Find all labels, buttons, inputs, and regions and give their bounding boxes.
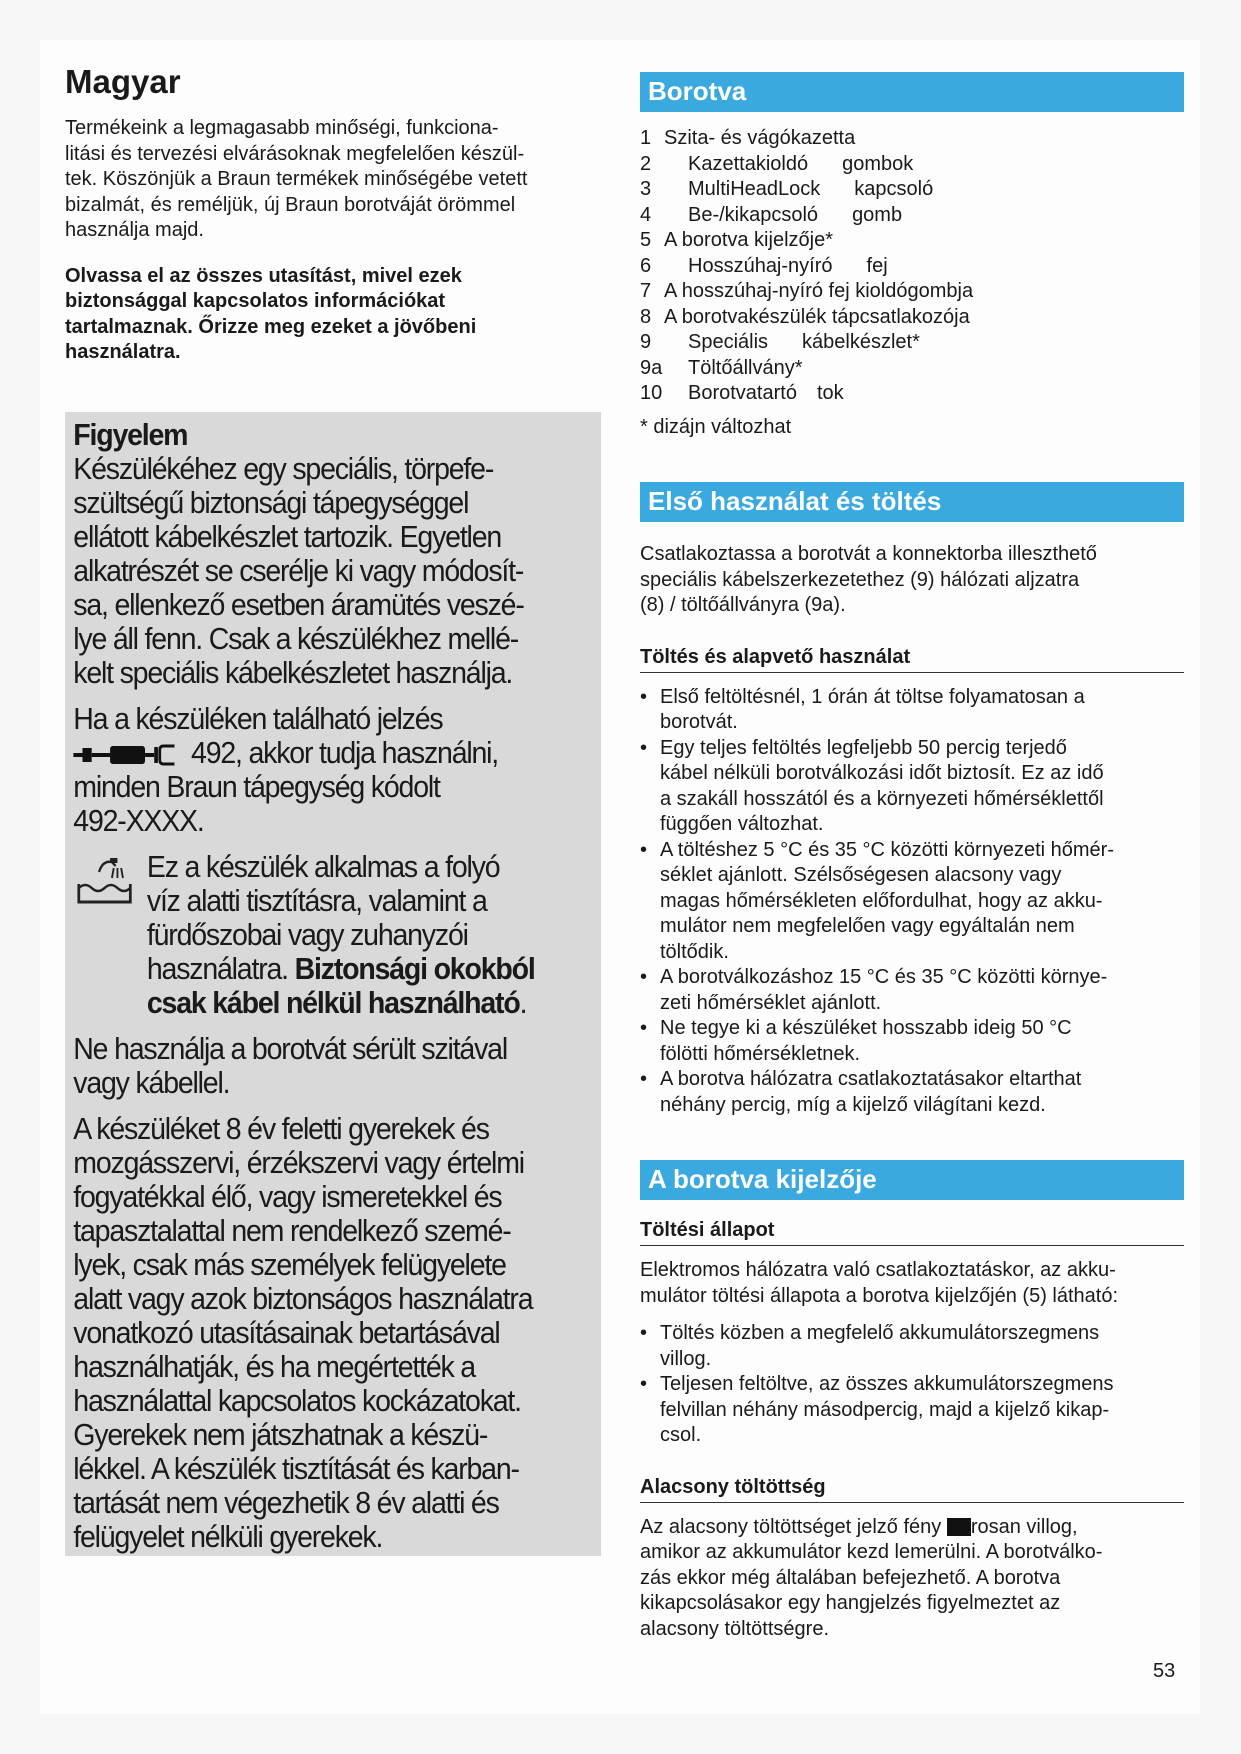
list-item: [640, 330, 1184, 356]
bullet-line: a szakáll hosszától és a környezeti hőmérséklettől: [660, 787, 1104, 810]
warning-line: víz alatti tisztításra, valamint a: [146, 883, 487, 918]
list-item: [640, 381, 1184, 407]
part-number: 1: [640, 127, 652, 149]
part-name: Hosszúhaj-nyíró: [688, 254, 833, 277]
low-battery-indicator-icon: [947, 1518, 971, 1536]
paragraph-line: Az alacsony töltöttséget jelző fény: [640, 1515, 947, 1538]
list-item: [640, 1016, 1184, 1067]
paragraph-line: zás ekkor még általában befejezhető. A borotva: [640, 1566, 1061, 1589]
list-item: [640, 965, 1184, 1016]
intro-line: Termékeink a legmagasabb minőségi, funkciona-: [65, 117, 499, 139]
section-heading-shaver: Borotva: [640, 72, 1184, 112]
paragraph-line: rosan villog,: [970, 1515, 1078, 1538]
warning-line: lékkel. A készülék tisztítását és karban-: [73, 1451, 519, 1486]
part-name: kábelkészlet*: [802, 331, 920, 353]
warning-line: Ne használja a borotvát sérült szitával: [73, 1031, 507, 1066]
paragraph-line: Elektromos hálózatra való csatlakoztatáskor, az akku-: [640, 1259, 1116, 1281]
part-name: tok: [816, 382, 844, 404]
bullet-line: mulátor nem megfelelően vagy egyáltalán nem: [660, 915, 1075, 937]
list-item: [640, 279, 1184, 305]
design-note: * dizájn változhat: [640, 415, 792, 438]
warning-line: alkatrészét se cserélje ki vagy módosít-: [73, 553, 524, 588]
warning-line: használattal kapcsolatos kockázatokat.: [73, 1383, 521, 1418]
connection-paragraph: [640, 542, 1184, 619]
page-number: 53: [1153, 1660, 1176, 1682]
part-name: gombok: [842, 152, 914, 175]
part-name: MultiHeadLock: [688, 178, 821, 200]
subheading-charge-status: Töltési állapot: [640, 1218, 1184, 1246]
subheading-low-charge: Alacsony töltöttség: [640, 1475, 1184, 1503]
part-name: A hosszúhaj-nyíró fej kioldógombja: [664, 280, 974, 302]
charging-bullets: [640, 685, 1184, 1119]
bullet-line: borotvát.: [660, 711, 738, 733]
bullet-line: felvillan néhány másodpercig, majd a kijelző kikap-: [660, 1398, 1110, 1421]
warning-line: felügyelet nélküli gyerekek.: [73, 1519, 383, 1554]
part-number: 4: [640, 203, 652, 226]
paragraph-line: mulátor töltési állapota a borotva kijelzőjén (5) látható:: [640, 1284, 1119, 1307]
warning-line: Ha a készüléken található jelzés: [73, 701, 443, 736]
water-washable-icon: [73, 854, 141, 910]
bullet-line: villog.: [660, 1347, 712, 1370]
list-item: [640, 838, 1184, 966]
part-name: A borotva kijelzője*: [664, 229, 833, 251]
intro-paragraph: [65, 116, 605, 244]
part-name: Kazettakioldó: [688, 152, 809, 175]
part-name: Szita- és vágókazetta: [664, 127, 856, 149]
list-item: [640, 152, 1184, 178]
warning-line: fogyatékkal élő, vagy ismeretekkel és: [73, 1179, 502, 1214]
list-item: [640, 736, 1184, 838]
part-name: A borotvakészülék tápcsatlakozója: [664, 305, 970, 328]
part-name: Töltőállvány*: [688, 356, 803, 379]
section-heading-first-use: Első használat és töltés: [640, 482, 1184, 522]
list-item: [640, 126, 1184, 152]
bullet-line: • Ne tegye ki a készüléket hosszabb ideig 50 °C: [660, 1017, 1072, 1039]
part-name: gomb: [852, 203, 903, 226]
warning-line: 492, akkor tudja használni,: [191, 735, 499, 770]
language-title: Magyar: [65, 63, 181, 100]
bullet-line: függően változhat.: [660, 813, 824, 835]
bullet-line: • Teljesen feltöltve, az összes akkumulátorszegmens: [660, 1373, 1114, 1395]
paragraph-line: kikapcsolásakor egy hangjelzés figyelmeztet az: [640, 1592, 1061, 1614]
warning-line: Gyerekek nem játszhatnak a készü-: [73, 1417, 488, 1452]
list-item: [640, 1372, 1184, 1449]
bullet-line: zeti hőmérséklet ajánlott.: [660, 991, 882, 1014]
list-item: [640, 228, 1184, 254]
part-number: 6: [640, 254, 652, 277]
warning-line: tartását nem végezhetik 8 év alatti és: [73, 1485, 499, 1520]
bullet-line: kábel nélküli borotválkozási időt biztosít. Ez az idő: [660, 762, 1104, 784]
warning-line: ellátott kábelkészlet tartozik. Egyetlen: [73, 519, 502, 554]
warning-line: Ez a készülék alkalmas a folyó: [146, 849, 500, 884]
warning-line: alatt vagy azok biztonságos használatra: [73, 1281, 533, 1316]
bullet-line: magas hőmérsékleten előfordulhat, hogy az akku-: [660, 889, 1103, 912]
warning-line: vonatkozó utasításainak betartásával: [73, 1315, 500, 1350]
subheading-charging: Töltés és alapvető használat: [640, 645, 1184, 673]
charge-status-bullets: [640, 1321, 1184, 1449]
read-instructions-notice: [65, 264, 605, 366]
paragraph-line: speciális kábelszerkezetethez (9) hálózati aljzatra: [640, 568, 1080, 591]
warning-line: használhatják, és ha megértették a: [73, 1349, 475, 1384]
bullet-line: csol.: [660, 1424, 702, 1446]
right-column: [640, 72, 1184, 1642]
parts-list: [640, 126, 1184, 407]
intro-line: bizalmát, és reméljük, új Braun borotváját örömmel: [65, 193, 516, 216]
list-item: [640, 177, 1184, 203]
intro-line: litási és tervezési elvárásoknak megfelelően készül-: [65, 142, 525, 165]
warning-line: Készülékéhez egy speciális, törpefe-: [73, 451, 494, 486]
warning-line: fürdőszobai vagy zuhanyzói: [146, 917, 468, 952]
part-number: 2: [640, 152, 652, 175]
bullet-line: néhány percig, míg a kijelző világítani kezd.: [660, 1093, 1046, 1116]
low-charge-paragraph: [640, 1515, 1184, 1643]
part-number: 7: [640, 280, 652, 302]
notice-line: Olvassa el az összes utasítást, mivel ezek: [65, 264, 462, 287]
part-number: 9a: [640, 356, 663, 379]
power-plug-icon: [73, 742, 182, 768]
list-item: [640, 1321, 1184, 1372]
notice-line: használatra.: [65, 341, 181, 363]
paragraph-line: amikor az akkumulátor kezd lemerülni. A borotválko-: [640, 1541, 1103, 1563]
bullet-line: • Első feltöltésnél, 1 órán át töltse folyamatosan a: [660, 685, 1085, 708]
part-number: 5: [640, 229, 652, 251]
warning-line: kelt speciális kábelkészletet használja.: [73, 655, 513, 690]
warning-line: lyek, csak más személyek felügyelete: [73, 1247, 506, 1282]
warning-line: szültségű biztonsági tápegységgel: [73, 485, 469, 520]
bullet-line: töltődik.: [660, 940, 729, 963]
warning-box: [65, 412, 601, 1556]
notice-line: tartalmaznak. Őrizze meg ezeket a jövőbeni: [65, 315, 477, 338]
bullet-line: • Egy teljes feltöltés legfeljebb 50 percig terjedő: [660, 736, 1067, 759]
warning-line: lye áll fenn. Csak a készülékhez mellé-: [73, 621, 519, 656]
warning-line: minden Braun tápegység kódolt: [73, 769, 440, 804]
paragraph-line: (8) / töltőállványra (9a).: [640, 594, 846, 616]
warning-bold-text: Biztonsági okokból: [294, 951, 535, 986]
warning-line: 492-XXXX.: [73, 803, 204, 838]
paragraph-line: Csatlakoztassa a borotvát a konnektorba illeszthető: [640, 543, 1097, 565]
charge-status-paragraph: [640, 1258, 1184, 1309]
warning-line: mozgásszervi, érzékszervi vagy értelmi: [73, 1145, 524, 1180]
warning-title: Figyelem: [73, 417, 188, 452]
warning-bold-text: csak kábel nélkül használható: [146, 985, 520, 1020]
intro-line: tek. Köszönjük a Braun termékek minőségébe vetett: [65, 168, 528, 190]
section-heading-display: A borotva kijelzője: [640, 1160, 1184, 1200]
list-item: [640, 1067, 1184, 1118]
bullet-line: fölötti hőmérsékletnek.: [660, 1042, 861, 1065]
list-item: [640, 685, 1184, 736]
part-number: 10: [640, 382, 663, 404]
list-item: [640, 254, 1184, 280]
part-name: Borotvatartó: [688, 382, 797, 404]
notice-line: biztonsággal kapcsolatos információkat: [65, 290, 446, 312]
part-number: 8: [640, 305, 652, 328]
warning-line: sa, ellenkező esetben áramütés veszé-: [73, 587, 524, 622]
warning-line: használatra.: [146, 951, 295, 986]
part-name: fej: [866, 254, 888, 277]
paragraph-line: alacsony töltöttségre.: [640, 1617, 829, 1640]
warning-line: vagy kábellel.: [73, 1065, 230, 1100]
part-number: 9: [640, 331, 652, 353]
intro-line: használja majd.: [65, 219, 204, 241]
warning-line: .: [519, 985, 527, 1020]
warning-line: A készüléket 8 év feletti gyerekek és: [73, 1111, 489, 1146]
part-name: kapcsoló: [854, 178, 934, 200]
bullet-line: • Töltés közben a megfelelő akkumulátorszegmens: [660, 1322, 1100, 1344]
bullet-line: • A töltéshez 5 °C és 35 °C közötti környezeti hőmér-: [660, 838, 1114, 861]
bullet-line: • A borotva hálózatra csatlakoztatásakor eltarthat: [660, 1068, 1082, 1090]
left-column: [65, 62, 605, 366]
part-name: Speciális: [688, 331, 769, 353]
bullet-line: séklet ajánlott. Szélsőségesen alacsony vagy: [660, 864, 1062, 886]
list-item: [640, 356, 1184, 382]
part-name: Be-/kikapcsoló: [688, 203, 819, 226]
list-item: [640, 305, 1184, 331]
bullet-line: • A borotválkozáshoz 15 °C és 35 °C közötti környe-: [660, 966, 1108, 988]
part-number: 3: [640, 178, 652, 200]
list-item: [640, 203, 1184, 229]
warning-line: tapasztalattal nem rendelkező szemé-: [73, 1213, 511, 1248]
